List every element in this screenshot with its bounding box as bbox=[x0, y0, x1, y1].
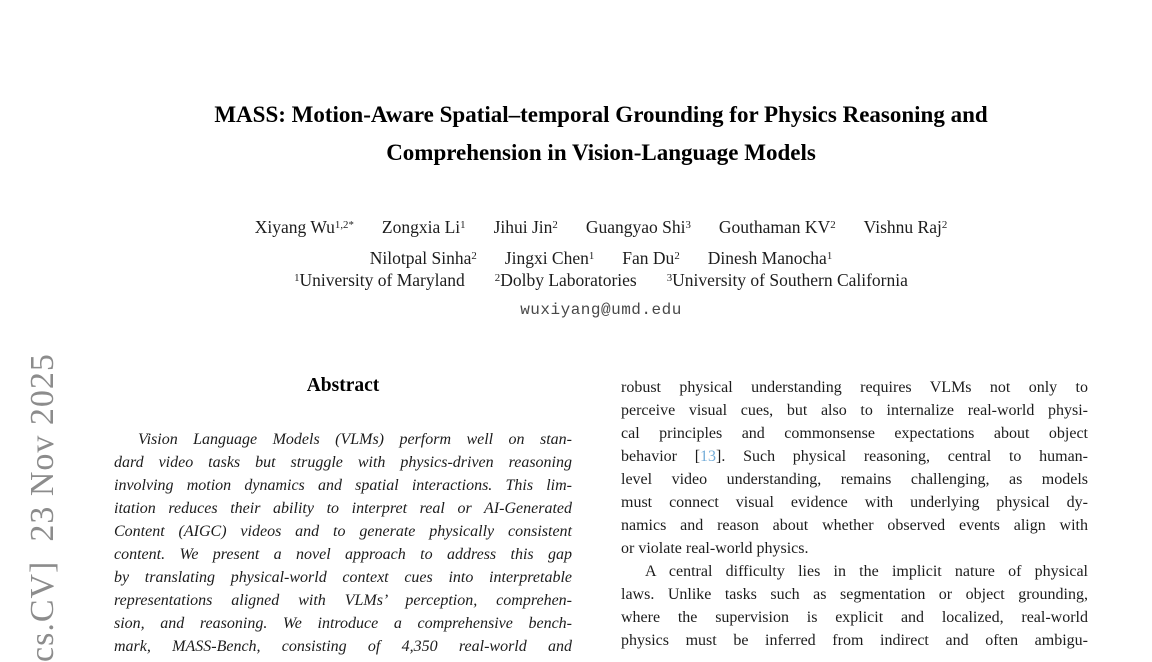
abstract-line: Vision Language Models (VLMs) perform well on stan- bbox=[138, 431, 572, 448]
abstract-heading: Abstract bbox=[306, 375, 380, 396]
body-line: physics must be inferred from indirect and often ambigu- bbox=[621, 632, 1088, 649]
author-name: Gouthaman KV bbox=[718, 217, 831, 237]
author-affil-mark: 2 bbox=[941, 219, 948, 232]
abstract-line: content. We present a novel approach to address this gap bbox=[114, 546, 572, 563]
contact-email: wuxiyang@umd.edu bbox=[520, 301, 682, 319]
author-row-1 bbox=[50, 213, 1152, 244]
author-affil-mark: 2 bbox=[471, 250, 477, 263]
abstract-line: sion, and reasoning. We introduce a comprehensive bench- bbox=[114, 615, 572, 632]
author-name: Guangyao Shi bbox=[585, 217, 686, 237]
body-line: level video understanding, remains challenging, as models bbox=[621, 471, 1088, 488]
affiliation-mark: 3 bbox=[666, 272, 673, 285]
author-affil-mark: 1,2* bbox=[334, 219, 354, 232]
abstract-line: by translating physical-world context cues into interpretable bbox=[114, 569, 572, 586]
author bbox=[708, 248, 833, 268]
intro-column bbox=[621, 376, 1088, 652]
paper-title-line-2: Comprehension in Vision-Language Models bbox=[386, 140, 816, 165]
author bbox=[864, 217, 948, 237]
author-name: Fan Du bbox=[622, 248, 675, 268]
author bbox=[382, 217, 466, 237]
author bbox=[505, 248, 595, 268]
abstract-body bbox=[114, 428, 572, 658]
affiliation-name: University of Maryland bbox=[299, 270, 465, 290]
abstract-line: Content (AIGC) videos and to generate physically consistent bbox=[114, 523, 572, 540]
abstract-line: representations aligned with VLMs’ perception, comprehen- bbox=[114, 592, 572, 609]
affiliation-name: Dolby Laboratories bbox=[500, 270, 637, 290]
paper-title bbox=[50, 96, 1152, 172]
author-affil-mark: 1 bbox=[588, 250, 595, 263]
author-name: Jingxi Chen bbox=[504, 248, 589, 268]
author-name: Zongxia Li bbox=[381, 217, 461, 237]
author-affil-mark: 3 bbox=[685, 219, 691, 232]
author bbox=[255, 217, 354, 237]
body-line: robust physical understanding requires VLMs not only to bbox=[621, 379, 1088, 396]
affiliation-list bbox=[50, 270, 1152, 291]
body-line: must connect visual evidence with underlying physical dy- bbox=[621, 494, 1088, 511]
author-name: Dinesh Manocha bbox=[707, 248, 827, 268]
author-affil-mark: 1 bbox=[826, 250, 833, 263]
abstract-line: itation reduces their ability to interpret real or AI-Generated bbox=[114, 500, 572, 517]
citation-13-link[interactable]: 13 bbox=[700, 448, 717, 465]
affiliation-name: University of Southern California bbox=[672, 270, 908, 290]
author-affil-mark: 1 bbox=[460, 219, 466, 232]
author bbox=[370, 248, 477, 268]
author-affil-mark: 2 bbox=[830, 219, 836, 232]
body-line: perceive visual cues, but also to internalize real-world physi- bbox=[621, 402, 1088, 419]
body-line: cal principles and commonsense expectations about object bbox=[621, 425, 1088, 442]
abstract-section bbox=[114, 374, 572, 658]
body-line: where the supervision is explicit and localized, real-world bbox=[621, 609, 1088, 626]
body-line-with-citation bbox=[621, 445, 1088, 468]
author-affil-mark: 2 bbox=[552, 219, 558, 232]
affiliation bbox=[294, 270, 465, 290]
abstract-line: dard video tasks but struggle with physics-driven reasoning bbox=[114, 454, 572, 471]
author bbox=[494, 217, 558, 237]
author-name: Vishnu Raj bbox=[863, 217, 942, 237]
body-line: A central difficulty lies in the implicit nature of physical bbox=[645, 563, 1088, 580]
affiliation bbox=[495, 270, 637, 290]
author-name: Nilotpal Sinha bbox=[369, 248, 472, 268]
affiliation-mark: 1 bbox=[294, 272, 300, 285]
affiliation bbox=[667, 270, 908, 290]
body-line: namics and reason about whether observed events align with bbox=[621, 517, 1088, 534]
author-name: Jihui Jin bbox=[493, 217, 553, 237]
abstract-line: involving motion dynamics and spatial interactions. This lim- bbox=[114, 477, 572, 494]
author bbox=[586, 217, 691, 237]
author-affil-mark: 2 bbox=[674, 250, 680, 263]
author-name: Xiyang Wu bbox=[254, 217, 335, 237]
author bbox=[719, 217, 836, 237]
body-line: laws. Unlike tasks such as segmentation or object grounding, bbox=[621, 586, 1088, 603]
body-line: or violate real-world physics. bbox=[621, 540, 809, 557]
author bbox=[622, 248, 679, 268]
arxiv-watermark: cs.CV] 23 Nov 2025 bbox=[24, 353, 61, 662]
author-list bbox=[50, 213, 1152, 275]
abstract-line: mark, MASS-Bench, consisting of 4,350 real-world and bbox=[114, 638, 572, 655]
text-fragment: behavior [ bbox=[621, 448, 701, 465]
paper-title-line-1: MASS: Motion-Aware Spatial–temporal Grounding for Physics Reasoning and bbox=[214, 102, 988, 127]
affiliation-mark: 2 bbox=[494, 272, 501, 285]
text-fragment: ]. Such physical reasoning, central to human- bbox=[716, 448, 1088, 465]
